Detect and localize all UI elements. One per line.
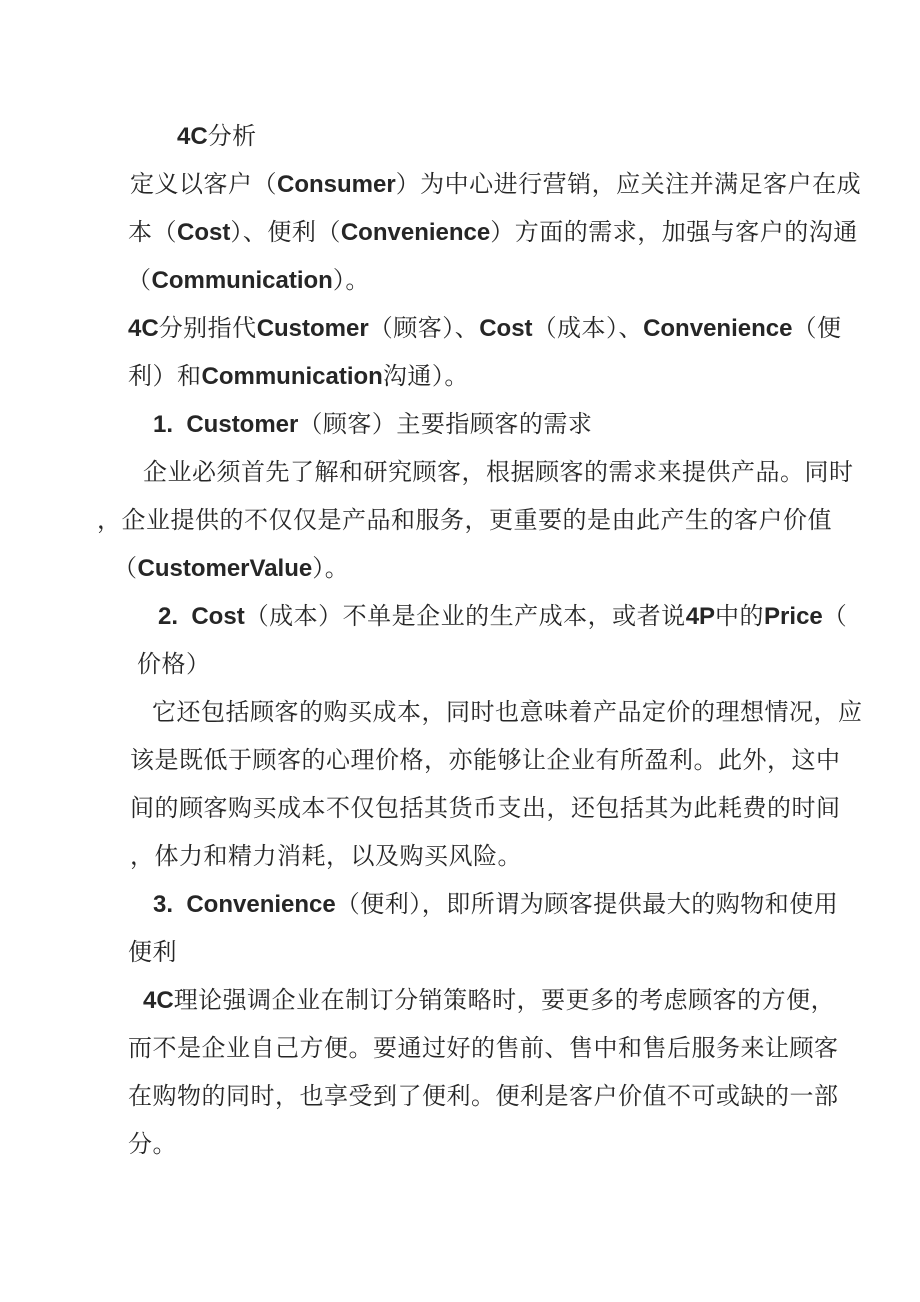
paragraph-line: 它还包括顾客的购买成本，同时也意味着产品定价的理想情况，应 [152,699,863,726]
paragraph-line: ，企业提供的不仅仅是产品和服务，更重要的是由此产生的客户价值 [97,507,832,534]
paragraph-line: 企业必须首先了解和研究顾客，根据顾客的需求来提供产品。同时 [143,459,854,486]
document-body [0,161,920,1169]
latin-text: Customer [256,315,369,342]
paragraph-line: ，体力和精力消耗，以及购买风险。 [130,843,522,870]
paragraph-line: 而不是企业自己方便。要通过好的售前、售中和售后服务来让顾客 [128,1035,839,1062]
paragraph-line: 价格） [137,651,211,678]
latin-text: Communication [201,363,383,390]
paragraph-line: 1. Customer（顾客）主要指顾客的需求 [153,411,593,438]
paragraph-line: （Communication）。 [127,267,370,294]
latin-text: Communication [151,267,333,294]
paragraph-line: 在购物的同时，也享受到了便利。便利是客户价值不可或缺的一部 [128,1083,839,1110]
latin-text: Price [764,603,823,630]
latin-text: CustomerValue [137,555,313,582]
latin-text: 4C [177,123,208,150]
latin-text: Cost [479,315,533,342]
paragraph-line: 该是既低于顾客的心理价格，亦能够让企业有所盈利。此外，这中 [130,747,841,774]
paragraph-line: 4C理论强调企业在制订分销策略时，要更多的考虑顾客的方便， [143,987,836,1014]
paragraph-line: 利）和Communication沟通）。 [128,363,469,390]
paragraph-line: 定义以客户（Consumer）为中心进行营销，应关注并满足客户在成 [130,171,862,198]
paragraph-line: （CustomerValue）。 [113,555,350,582]
paragraph-line: 分。 [128,1131,177,1158]
latin-text: 3. Convenience [153,891,336,918]
paragraph-line: 4C分别指代Customer（顾客）、Cost（成本）、Convenience（便 [128,315,842,342]
latin-text: 1. Customer [153,411,299,438]
paragraph-line: 间的顾客购买成本不仅包括其货币支出，还包括其为此耗费的时间 [130,795,841,822]
paragraph-line: 2. Cost（成本）不单是企业的生产成本，或者说4P中的Price（ [158,603,848,630]
paragraph-line: 本（Cost）、便利（Convenience）方面的需求，加强与客户的沟通 [128,219,858,246]
latin-text: Convenience [340,219,491,246]
latin-text: 4C [128,315,159,342]
latin-text: 4C [143,987,174,1014]
latin-text: 2. Cost [158,603,245,630]
paragraph-line: 3. Convenience（便利），即所谓为顾客提供最大的购物和使用 [153,891,839,918]
paragraph-line: 便利 [128,939,177,966]
latin-text: Cost [177,219,231,246]
document-title: 4C分析 [177,123,257,150]
latin-text: 4P [685,603,716,630]
latin-text: Convenience [643,315,793,342]
latin-text: Consumer [277,171,396,198]
